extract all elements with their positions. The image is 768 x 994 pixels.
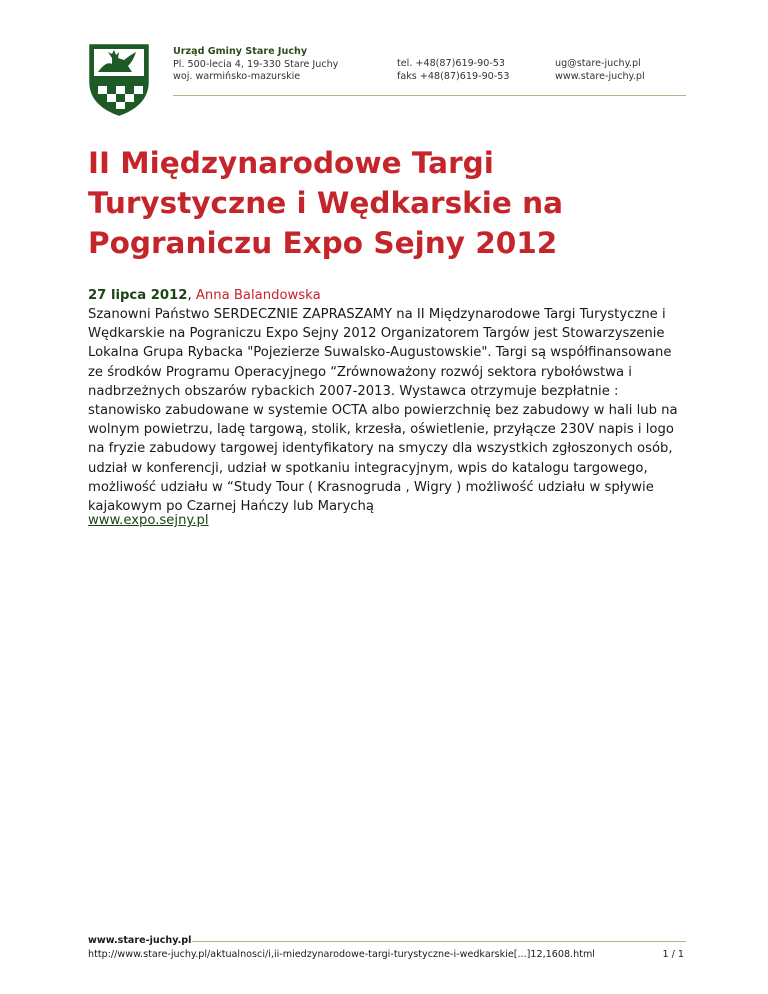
footer-site: www.stare-juchy.pl bbox=[88, 935, 192, 946]
page-number: 1 / 1 bbox=[662, 949, 684, 960]
address-line2: woj. warmińsko-mazurskie bbox=[173, 71, 301, 83]
meta-separator: , bbox=[187, 288, 196, 303]
header-divider bbox=[173, 95, 686, 96]
header-address bbox=[173, 46, 338, 84]
address-line1: Pl. 500-lecia 4, 19-330 Stare Juchy bbox=[173, 58, 339, 70]
website: www.stare-juchy.pl bbox=[555, 70, 645, 82]
org-name: Urząd Gminy Stare Juchy bbox=[173, 46, 308, 57]
footer-url: http://www.stare-juchy.pl/aktualnosci/i,ii-miedzynarodowe-targi-turystyczne-i-wedkarskie[...]12,1608.html bbox=[88, 949, 595, 960]
article-date: 27 lipca 2012 bbox=[88, 288, 188, 303]
header-contact bbox=[555, 58, 645, 83]
phone: tel. +48(87)619-90-53 bbox=[397, 58, 506, 69]
fax: faks +48(87)619-90-53 bbox=[397, 70, 510, 82]
article-body: Szanowni Państwo SERDECZNIE ZAPRASZAMY na II Międzynarodowe Targi Turystyczne i Wędkarskie na Pograniczu Expo Sejny 2012 Organizatorem Targów jest Stowarzyszenie Lokalna Grupa Rybacka "Pojezierze Suwalsko-Augustowskie". Targi są współfinansowane ze środków Programu Operacyjnego “Zrównoważony rozwój sektora rybołówstwa i nadbrzeżnych obszarów rybackich 2007-2013. Wystawca otrzymuje bezpłatnie : stanowisko zabudowane w systemie OCTA albo powierzchnię bez zabudowy w hali lub na wolnym powietrzu, ladę targową, stolik, krzesła, oświetlenie, przyłącze 230V napis i logo na fryzie zabudowy targowej identyfikatory na smyczy dla wszystkich zgłoszonych osób, udział w konferencji, udział w spotkaniu integracyjnym, wpis do katalogu targowego, możliwość udziału w “Study Tour ( Krasnogruda , Wigry ) możliwość udziału w spływie kajakowym po Czarnej Hańczy lub Marychą bbox=[88, 307, 678, 515]
article-author: Anna Balandowska bbox=[195, 288, 321, 303]
footer-divider bbox=[192, 941, 686, 942]
expo-link[interactable]: www.expo.sejny.pl bbox=[88, 513, 209, 528]
coat-of-arms-logo bbox=[88, 42, 150, 116]
header-phone bbox=[397, 58, 509, 83]
email: ug@stare-juchy.pl bbox=[555, 58, 641, 69]
article-title: II Międzynarodowe Targi Turystyczne i Wędkarskie na Pograniczu Expo Sejny 2012 bbox=[88, 146, 564, 260]
article-meta bbox=[88, 286, 321, 305]
